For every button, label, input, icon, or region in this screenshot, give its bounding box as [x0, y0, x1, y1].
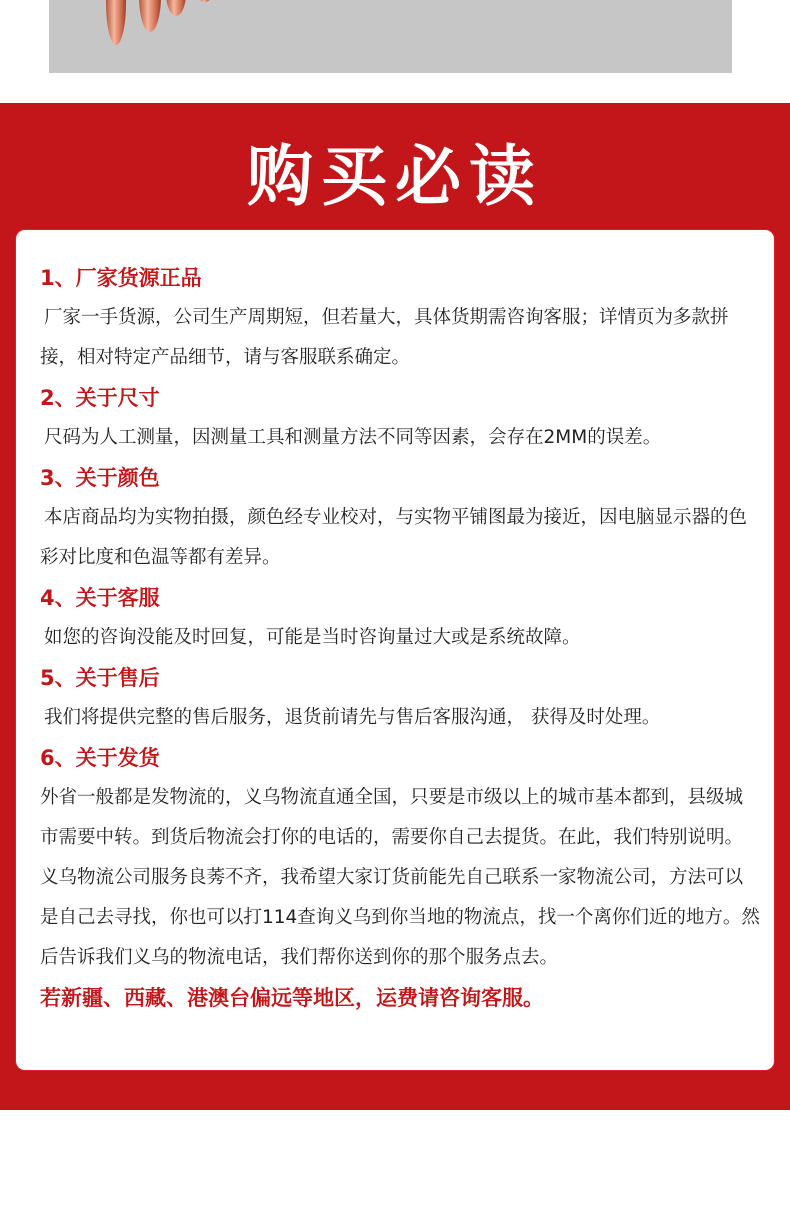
section-heading-authentic: 1、厂家货源正品	[40, 266, 202, 290]
coil-ring	[106, 0, 126, 45]
section-body-size: 尺码为人工测量，因测量工具和测量方法不同等因素，会存在2MM的误差。	[44, 427, 662, 448]
section-heading-service: 4、关于客服	[40, 586, 160, 610]
section-heading-color: 3、关于颜色	[40, 466, 160, 490]
coil-ring	[166, 0, 186, 16]
section-body-color: 本店商品均为实物拍摄，颜色经专业校对，与实物平铺图最为接近，因电脑显示器的色彩对比度和色温等都有差异。	[40, 507, 748, 568]
section-heading-size: 2、关于尺寸	[40, 386, 160, 410]
section-body-shipping: 外省一般都是发物流的，义乌物流直通全国，只要是市级以上的城市基本都到，县级城市需要中转。到货后物流会打你的电话的，需要你自己去提货。在此，我们特别说明。义乌物流公司服务良莠不齐，我希望大家订货前能先自己联系一家物流公司，方法可以是自己去寻找，你也可以打114查询义乌到你当地的物流点，找一个离你们近的地方。然后告诉我们义乌的物流电话，我们帮你送到你的那个服务点去。	[40, 787, 760, 968]
section-body-service: 如您的咨询没能及时回复，可能是当时咨询量过大或是系统故障。	[44, 627, 581, 648]
section-body-aftersale: 我们将提供完整的售后服务，退货前请先与售后客服沟通， 获得及时处理。	[44, 707, 661, 728]
product-image	[49, 0, 732, 73]
section-heading-shipping: 6、关于发货	[40, 746, 160, 770]
section-body-authentic: 厂家一手货源，公司生产周期短，但若量大，具体货期需咨询客服；详情页为多款拼接，相对特定产品细节，请与客服联系确定。	[40, 307, 729, 368]
notice-content	[40, 258, 760, 1018]
coil-ring	[199, 0, 211, 2]
section-heading-aftersale: 5、关于售后	[40, 666, 160, 690]
coil-ring	[139, 0, 161, 32]
section-title: 购买必读	[247, 138, 543, 215]
remote-area-notice: 若新疆、西藏、港澳台偏远等地区，运费请咨询客服。	[40, 986, 544, 1010]
